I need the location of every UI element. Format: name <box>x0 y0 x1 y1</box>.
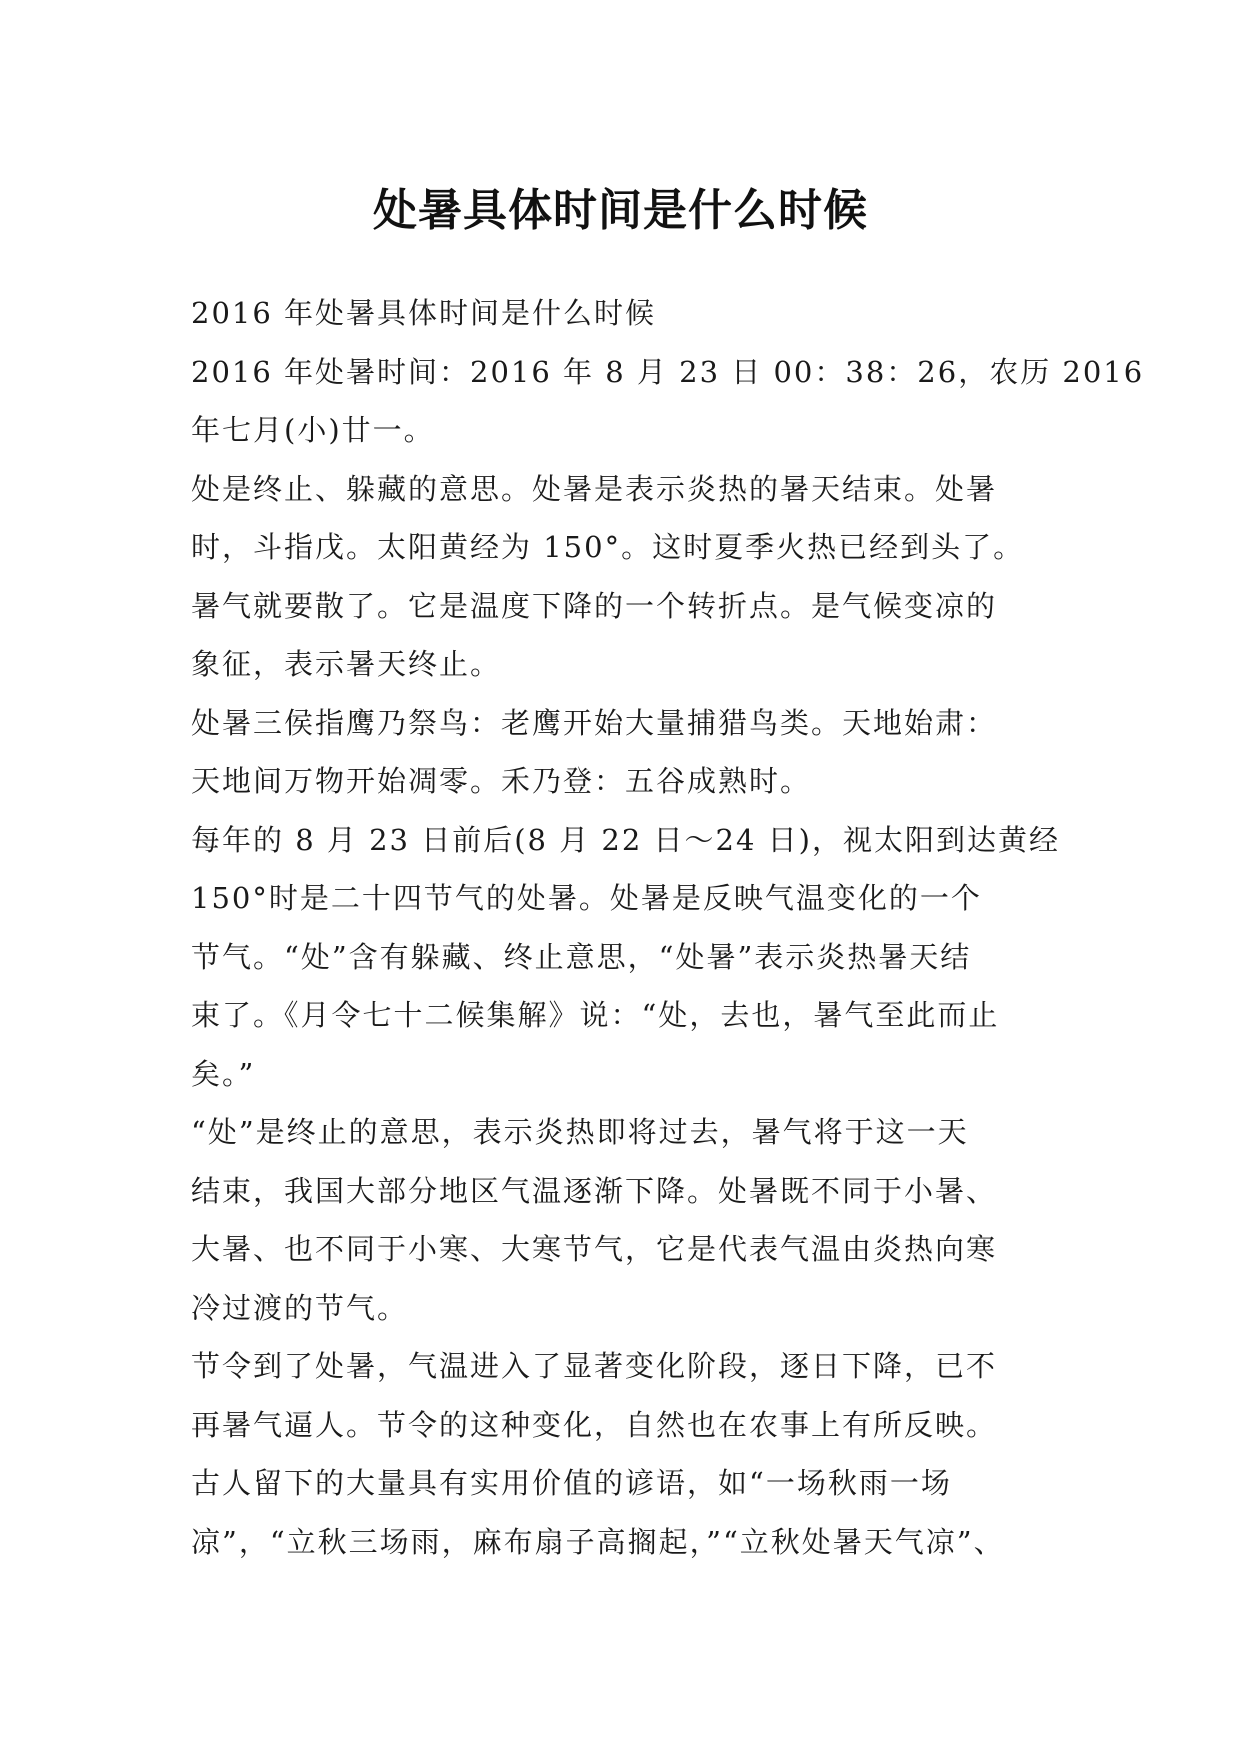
text-line: 2016 年处暑时间：2016 年 8 月 23 日 00：38：26，农历 2016 <box>191 354 1145 389</box>
text-line: 节令到了处暑，气温进入了显著变化阶段，逐日下降，已不 <box>191 1349 998 1383</box>
text-line: 古人留下的大量具有实用价值的谚语，如“一场秋雨一场 <box>191 1466 952 1500</box>
text-line: 再暑气逼人。节令的这种变化，自然也在农事上有所反映。 <box>191 1407 998 1442</box>
document-title: 处暑具体时间是什么时候 <box>373 185 868 237</box>
text-line: 节气。“处”含有躲藏、终止意思，“处暑”表示炎热暑天结 <box>191 939 972 974</box>
text-line: 时，斗指戊。太阳黄经为 150°。这时夏季火热已经到头了。 <box>191 530 1025 564</box>
text-line: 象征，表示暑天终止。 <box>191 647 502 681</box>
text-line: 束了。《月令七十二候集解》说：“处，去也，暑气至此而止 <box>191 998 1000 1032</box>
document-body <box>191 284 1145 1571</box>
text-line: 天地间万物开始凋零。禾乃登：五谷成熟时。 <box>191 764 812 798</box>
text-line: 矣。” <box>191 1056 256 1091</box>
text-line: 凉”，“立秋三场雨，麻布扇子高搁起，”“立秋处暑天气凉”、 <box>191 1524 1005 1559</box>
text-line: “处”是终止的意思，表示炎热即将过去，暑气将于这一天 <box>191 1115 969 1149</box>
text-line: 结束，我国大部分地区气温逐渐下降。处暑既不同于小暑、 <box>191 1173 998 1208</box>
text-line: 每年的 8 月 23 日前后(8 月 22 日～24 日)，视太阳到达黄经 <box>191 822 1060 857</box>
text-line: 处是终止、躲藏的意思。处暑是表示炎热的暑天结束。处暑 <box>191 471 998 506</box>
text-line: 暑气就要散了。它是温度下降的一个转折点。是气候变凉的 <box>191 588 998 623</box>
text-line: 大暑、也不同于小寒、大寒节气，它是代表气温由炎热向寒 <box>191 1232 998 1266</box>
text-line: 年七月(小)廿一。 <box>191 413 435 447</box>
text-line: 2016 年处暑具体时间是什么时候 <box>191 296 657 330</box>
text-line: 处暑三侯指鹰乃祭鸟：老鹰开始大量捕猎鸟类。天地始肃： <box>191 705 998 740</box>
text-line: 冷过渡的节气。 <box>191 1290 409 1325</box>
text-line: 150°时是二十四节气的处暑。处暑是反映气温变化的一个 <box>191 881 982 915</box>
